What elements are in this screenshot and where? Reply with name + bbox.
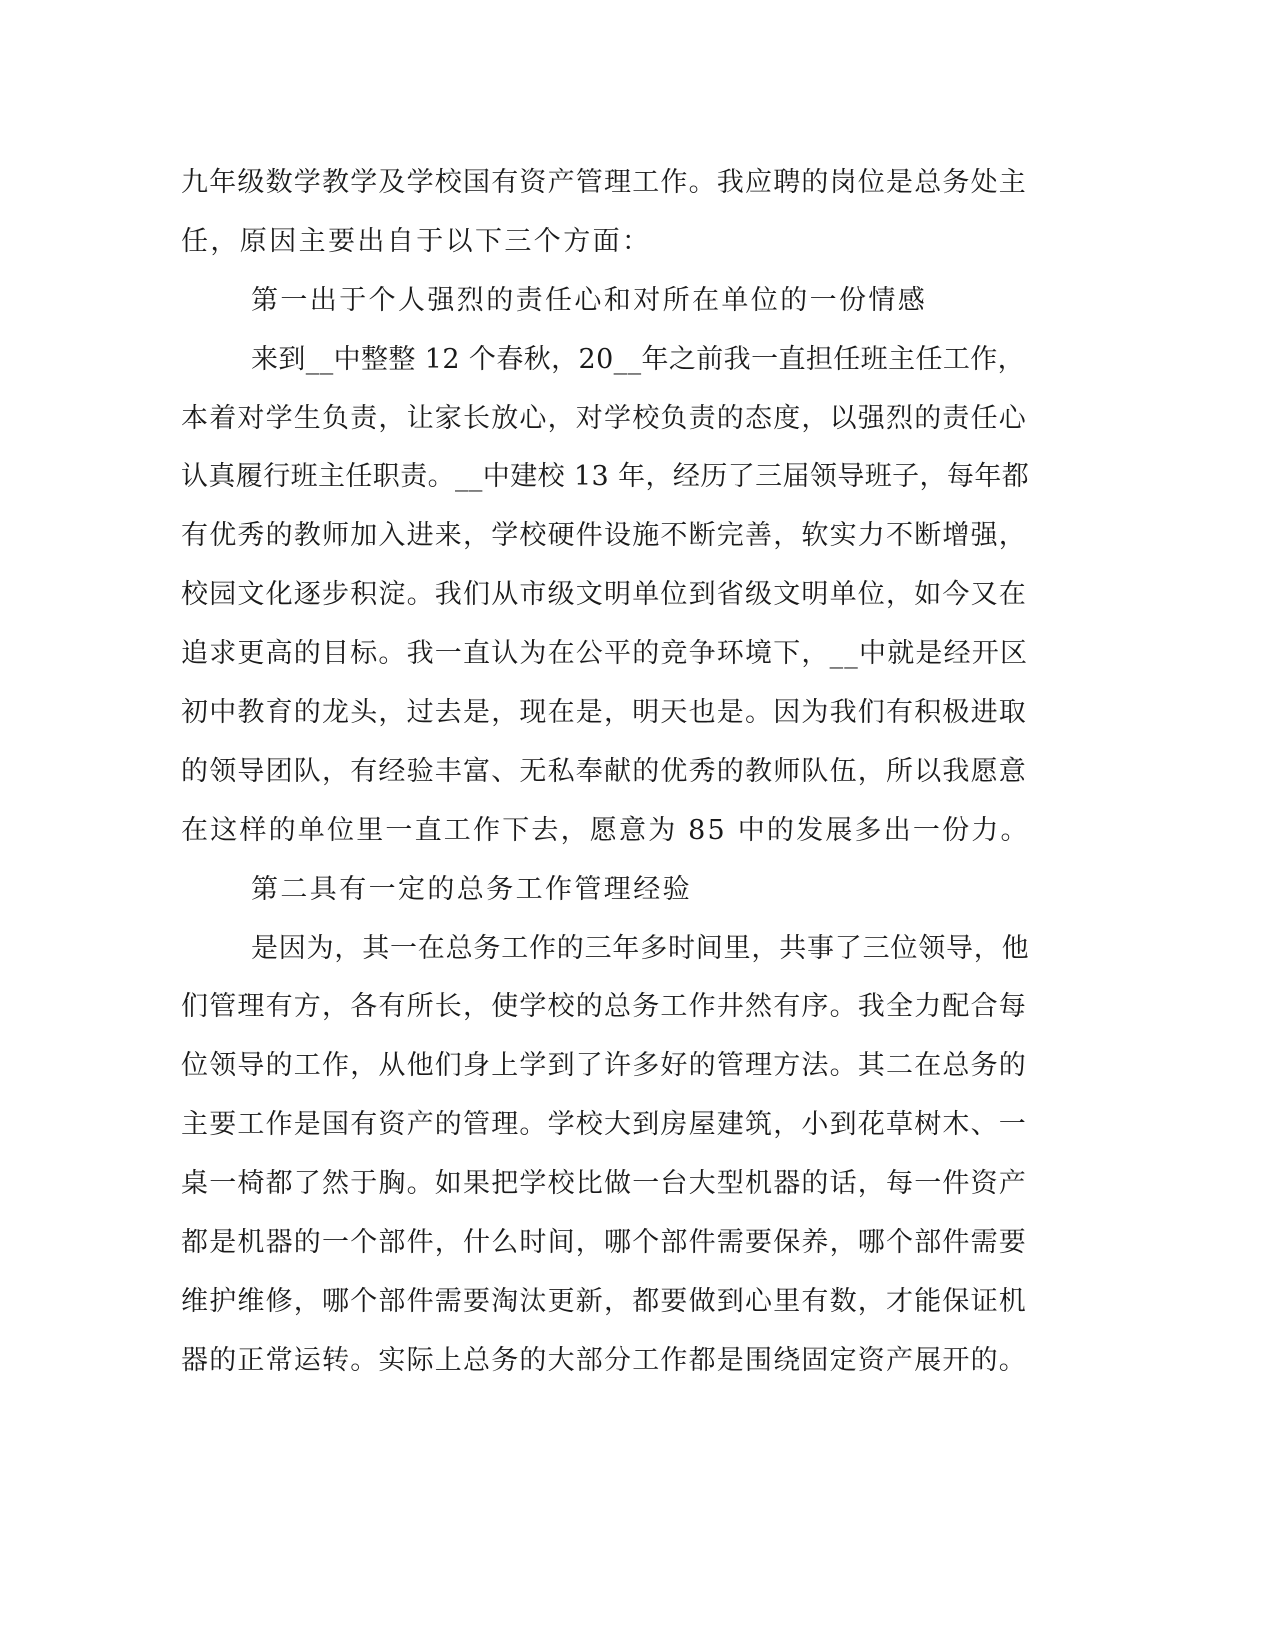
text-line: 追求更高的目标。我一直认为在公平的竞争环境下，__中就是经开区 xyxy=(181,638,1029,670)
text-line: 九年级数学教学及学校国有资产管理工作。我应聘的岗位是总务处主 xyxy=(181,167,1027,198)
text-line: 有优秀的教师加入进来，学校硬件设施不断完善，软实力不断增强， xyxy=(181,520,1027,552)
text-line: 的领导团队，有经验丰富、无私奉献的优秀的教师队伍，所以我愿意 xyxy=(181,755,1027,787)
text-line: 认真履行班主任职责。__中建校 13 年，经历了三届领导班子，每年都 xyxy=(181,461,1030,493)
section-heading: 第二具有一定的总务工作管理经验 xyxy=(251,873,692,905)
paragraph-start-line: 是因为，其一在总务工作的三年多时间里，共事了三位领导，他 xyxy=(251,932,1030,964)
text-line: 初中教育的龙头，过去是，现在是，明天也是。因为我们有积极进取 xyxy=(181,697,1027,729)
text-line: 在这样的单位里一直工作下去，愿意为 85 中的发展多出一份力。 xyxy=(181,814,1030,846)
text-line: 位领导的工作，从他们身上学到了许多好的管理方法。其二在总务的 xyxy=(181,1050,1027,1082)
text-line: 们管理有方，各有所长，使学校的总务工作井然有序。我全力配合每 xyxy=(181,991,1027,1023)
text-line: 本着对学生负责，让家长放心，对学校负责的态度，以强烈的责任心 xyxy=(181,402,1027,434)
text-line: 都是机器的一个部件，什么时间，哪个部件需要保养，哪个部件需要 xyxy=(181,1227,1027,1259)
section-heading: 第一出于个人强烈的责任心和对所在单位的一份情感 xyxy=(251,284,928,316)
text-line: 桌一椅都了然于胸。如果把学校比做一台大型机器的话，每一件资产 xyxy=(181,1168,1027,1200)
text-line: 任，原因主要出自于以下三个方面： xyxy=(181,225,652,257)
text-line: 校园文化逐步积淀。我们从市级文明单位到省级文明单位，如今又在 xyxy=(181,579,1027,611)
text-line: 器的正常运转。实际上总务的大部分工作都是围绕固定资产展开的。 xyxy=(181,1344,1027,1376)
text-line: 维护维修，哪个部件需要淘汰更新，都要做到心里有数，才能保证机 xyxy=(181,1285,1027,1317)
text-line: 主要工作是国有资产的管理。学校大到房屋建筑，小到花草树木、一 xyxy=(181,1109,1027,1141)
document-body xyxy=(181,154,1031,1391)
paragraph-start-line: 来到__中整整 12 个春秋，20__年之前我一直担任班主任工作， xyxy=(251,343,1026,375)
